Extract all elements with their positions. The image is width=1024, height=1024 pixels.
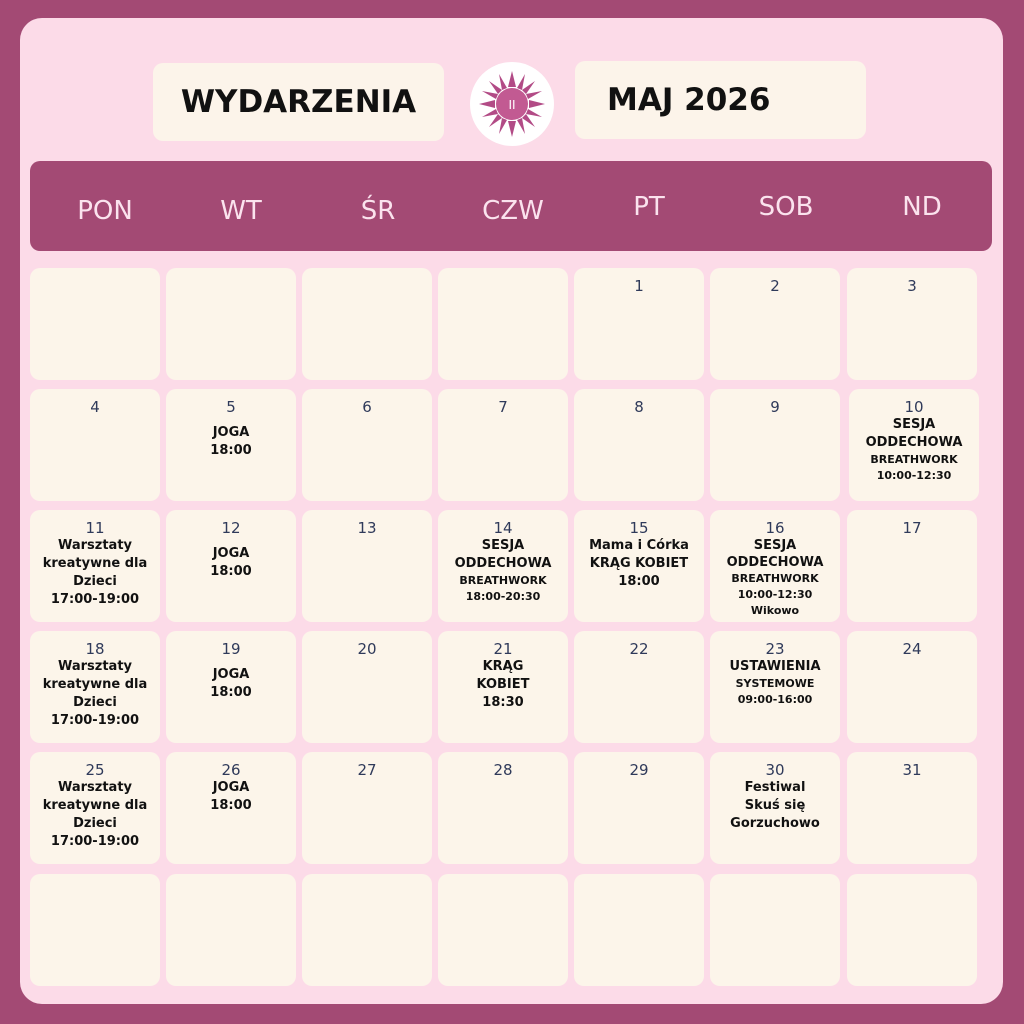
- event-title: Mama i Córka: [589, 538, 689, 553]
- day-cell-11[interactable]: [30, 510, 160, 622]
- day-number: 9: [770, 398, 780, 416]
- event-title: Warsztaty: [57, 538, 133, 553]
- event-time: 18:00: [618, 574, 660, 589]
- day-number: 2: [770, 277, 780, 295]
- day-cell-17[interactable]: [847, 510, 977, 622]
- day-cell-7[interactable]: [438, 389, 568, 501]
- day-cell-27[interactable]: [302, 752, 432, 864]
- day-cell-30[interactable]: [710, 752, 840, 864]
- page-title: WYDARZENIA: [153, 63, 444, 141]
- day-cell-28[interactable]: [438, 752, 568, 864]
- event-title: Skuś się: [744, 798, 806, 813]
- weekday-wed: ŚR: [360, 196, 396, 226]
- day-cell-empty: [438, 874, 568, 986]
- event-time: 10:00-12:30: [737, 588, 813, 601]
- day-number: 23: [765, 640, 785, 658]
- day-cell-15[interactable]: [574, 510, 704, 622]
- day-cell-23[interactable]: [710, 631, 840, 743]
- day-cell-6[interactable]: [302, 389, 432, 501]
- logo: [470, 62, 554, 146]
- day-number: 7: [498, 398, 508, 416]
- day-cell-1[interactable]: [574, 268, 704, 380]
- day-number: 30: [765, 761, 785, 779]
- day-cell-empty: [30, 874, 160, 986]
- event-title: ODDECHOWA: [454, 556, 552, 571]
- event-subtitle: BREATHWORK: [731, 572, 819, 585]
- day-cell-14[interactable]: [438, 510, 568, 622]
- day-cell-3[interactable]: [847, 268, 977, 380]
- weekday-sun: ND: [902, 192, 942, 222]
- event-location: Gorzuchowo: [730, 816, 820, 831]
- calendar-card: [20, 18, 1003, 1004]
- day-number: 31: [902, 761, 922, 779]
- day-number: 15: [629, 519, 649, 537]
- event-title: JOGA: [212, 425, 250, 440]
- event-title: ODDECHOWA: [865, 435, 963, 450]
- day-cell-18[interactable]: [30, 631, 160, 743]
- event-subtitle: BREATHWORK: [459, 574, 547, 587]
- event-title: SESJA: [481, 538, 525, 553]
- day-cell-8[interactable]: [574, 389, 704, 501]
- event-time: 09:00-16:00: [737, 693, 813, 706]
- event-time: 18:00: [210, 798, 252, 813]
- weekday-tue: WT: [220, 196, 262, 226]
- day-number: 10: [904, 398, 924, 416]
- weekday-header: [30, 161, 992, 251]
- event-time: 17:00-19:00: [50, 592, 140, 607]
- event-title: Dzieci: [73, 695, 117, 710]
- day-number: 20: [357, 640, 377, 658]
- day-number: 12: [221, 519, 241, 537]
- day-cell-29[interactable]: [574, 752, 704, 864]
- day-number: 8: [634, 398, 644, 416]
- day-cell-10[interactable]: [849, 389, 979, 501]
- event-title: JOGA: [212, 780, 250, 795]
- day-number: 21: [493, 640, 513, 658]
- day-cell-24[interactable]: [847, 631, 977, 743]
- day-number: 4: [90, 398, 100, 416]
- event-time: 18:00-20:30: [465, 590, 541, 603]
- day-cell-empty: [166, 268, 296, 380]
- day-cell-16[interactable]: [710, 510, 840, 622]
- day-number: 3: [907, 277, 917, 295]
- event-title: Dzieci: [73, 574, 117, 589]
- event-title: USTAWIENIA: [729, 659, 821, 674]
- event-time: 18:00: [210, 443, 252, 458]
- event-title: SESJA: [892, 417, 936, 432]
- day-number: 18: [85, 640, 105, 658]
- event-title: Dzieci: [73, 816, 117, 831]
- day-number: 5: [226, 398, 236, 416]
- day-cell-empty: [847, 874, 977, 986]
- day-cell-2[interactable]: [710, 268, 840, 380]
- day-cell-empty: [302, 268, 432, 380]
- day-cell-31[interactable]: [847, 752, 977, 864]
- day-cell-19[interactable]: [166, 631, 296, 743]
- day-cell-empty: [438, 268, 568, 380]
- day-number: 24: [902, 640, 922, 658]
- weekday-mon: PON: [77, 196, 133, 226]
- day-cell-empty: [710, 874, 840, 986]
- day-number: 29: [629, 761, 649, 779]
- event-title: KRĄG KOBIET: [589, 556, 689, 571]
- event-time: 10:00-12:30: [876, 469, 952, 482]
- svg-text:II: II: [508, 98, 516, 112]
- day-number: 16: [765, 519, 785, 537]
- event-title: JOGA: [212, 667, 250, 682]
- day-cell-empty: [166, 874, 296, 986]
- event-title: ODDECHOWA: [726, 555, 824, 570]
- day-cell-4[interactable]: [30, 389, 160, 501]
- event-title: KRĄG: [482, 659, 524, 674]
- event-title: JOGA: [212, 546, 250, 561]
- day-number: 6: [362, 398, 372, 416]
- weekday-fri: PT: [633, 192, 665, 222]
- weekday-sat: SOB: [758, 192, 814, 222]
- event-subtitle: SYSTEMOWE: [735, 677, 815, 690]
- event-time: 18:00: [210, 685, 252, 700]
- event-location: Wikowo: [750, 604, 800, 617]
- weekday-thu: CZW: [482, 196, 544, 226]
- event-title: kreatywne dla: [42, 556, 148, 571]
- sun-icon: [477, 69, 547, 139]
- day-number: 13: [357, 519, 377, 537]
- day-cell-12[interactable]: [166, 510, 296, 622]
- day-number: 22: [629, 640, 649, 658]
- event-time: 18:30: [482, 695, 524, 710]
- day-cell-22[interactable]: [574, 631, 704, 743]
- month-label: MAJ 2026: [575, 61, 866, 139]
- day-number: 26: [221, 761, 241, 779]
- event-title: KOBIET: [476, 677, 530, 692]
- day-cell-20[interactable]: [302, 631, 432, 743]
- day-cell-13[interactable]: [302, 510, 432, 622]
- day-number: 25: [85, 761, 105, 779]
- event-title: kreatywne dla: [42, 798, 148, 813]
- event-time: 18:00: [210, 564, 252, 579]
- event-title: Warsztaty: [57, 659, 133, 674]
- day-cell-empty: [302, 874, 432, 986]
- event-title: Warsztaty: [57, 780, 133, 795]
- day-cell-empty: [30, 268, 160, 380]
- event-title: Festiwal: [744, 780, 806, 795]
- event-time: 17:00-19:00: [50, 834, 140, 849]
- day-cell-26[interactable]: [166, 752, 296, 864]
- day-cell-empty: [574, 874, 704, 986]
- day-cell-21[interactable]: [438, 631, 568, 743]
- day-cell-5[interactable]: [166, 389, 296, 501]
- day-number: 1: [634, 277, 644, 295]
- event-subtitle: BREATHWORK: [870, 453, 958, 466]
- event-time: 17:00-19:00: [50, 713, 140, 728]
- day-cell-25[interactable]: [30, 752, 160, 864]
- day-number: 14: [493, 519, 513, 537]
- event-title: kreatywne dla: [42, 677, 148, 692]
- day-number: 28: [493, 761, 513, 779]
- day-number: 27: [357, 761, 377, 779]
- day-number: 19: [221, 640, 241, 658]
- day-number: 17: [902, 519, 922, 537]
- day-cell-9[interactable]: [710, 389, 840, 501]
- day-number: 11: [85, 519, 105, 537]
- event-title: SESJA: [753, 538, 797, 553]
